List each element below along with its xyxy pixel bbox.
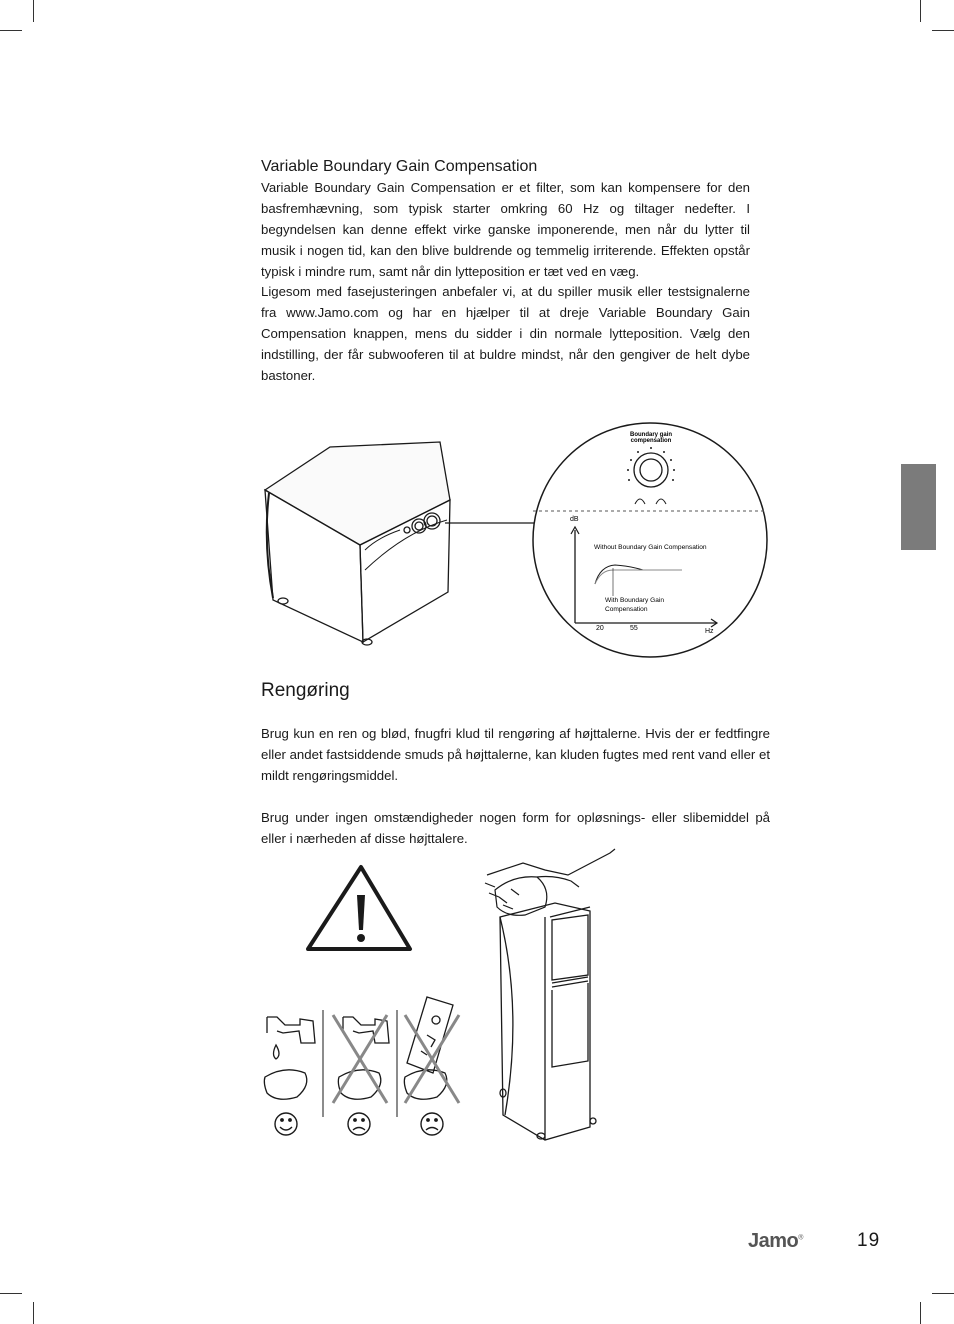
detergent-cloth-icon [338, 1017, 389, 1099]
logo-registered-mark: ® [798, 1234, 803, 1242]
crop-mark [0, 30, 22, 31]
logo-text: Jamo [748, 1230, 799, 1252]
subwoofer-illustration [265, 442, 450, 645]
cleaning-title: Rengøring [261, 680, 350, 701]
crop-mark [0, 1293, 22, 1294]
vbgc-paragraph-2: Ligesom med fasejusteringen anbefaler vi, at du spiller musik eller testsignalerne fra www.Jamo.com og har en hjælper til at dreje Variable Boundary Gain Compensation knappen, mens du sidder i din normale lytteposition. Vælg den indstilling, der får subwooferen til at buldre mindst, når den gengiver de helt dybe bastoner. [261, 284, 750, 383]
crop-mark [33, 1302, 34, 1324]
cross-mark-icon [405, 1015, 459, 1103]
curve-with-label-line2: Compensation [605, 606, 648, 613]
x-axis-label: Hz [705, 628, 714, 635]
knob-label-line2: compensation [630, 438, 672, 444]
cross-mark-icon [333, 1015, 387, 1103]
crop-mark [920, 1302, 921, 1324]
zoom-circle [533, 423, 767, 657]
cleaning-paragraph-1: Brug kun en ren og blød, fnugfri klud til rengøring af højttalerne. Hvis der er fedtfingre eller andet fastsiddende smuds på højttalerne, kan kluden fugtes med rent vand eller et mildt rengøringsmiddel. [261, 726, 770, 783]
tower-speaker-illustration [500, 903, 596, 1140]
curve-without-label: Without Boundary Gain Compensation [594, 544, 707, 551]
smiley-happy-icon [275, 1113, 297, 1135]
page-number: 19 [857, 1230, 881, 1251]
crop-mark [932, 30, 954, 31]
smiley-sad-icon [421, 1113, 443, 1135]
smiley-sad-icon [348, 1113, 370, 1135]
crop-mark [33, 0, 34, 22]
jamo-logo [748, 1230, 803, 1253]
crop-mark [932, 1293, 954, 1294]
subwoofer-diagram [255, 420, 775, 665]
crop-mark [920, 0, 921, 22]
warning-icon [308, 867, 410, 949]
cleaning-paragraph-2: Brug under ingen omstændigheder nogen form for opløsnings- eller slibemiddel på eller i nærheden af disse højttalere. [261, 810, 770, 846]
tick-label-55: 55 [630, 625, 638, 632]
y-axis-label: dB [570, 516, 579, 523]
knob-label-line1: Boundary gain [629, 432, 673, 438]
tick-label-20: 20 [596, 625, 604, 632]
section-tab [901, 464, 936, 550]
cleaning-illustrations [255, 845, 635, 1145]
vbgc-title: Variable Boundary Gain Compensation [261, 158, 538, 175]
water-cloth-icon [264, 1017, 315, 1099]
curve-with-label-line1: With Boundary Gain [605, 597, 665, 604]
vbgc-paragraph-1: Variable Boundary Gain Compensation er et filter, som kan kompensere for den basfremhævning, som typisk starter omkring 60 Hz og tiltager nedefter. I begyndelsen kan denne effekt virke ganske imponerende, men når du lytter til musik i nogen tid, kan den blive buldrende og temmelig irriterende. Effekten opstår typisk i mindre rum, samt når din lytteposition er tæt ved en væg. [261, 180, 750, 279]
